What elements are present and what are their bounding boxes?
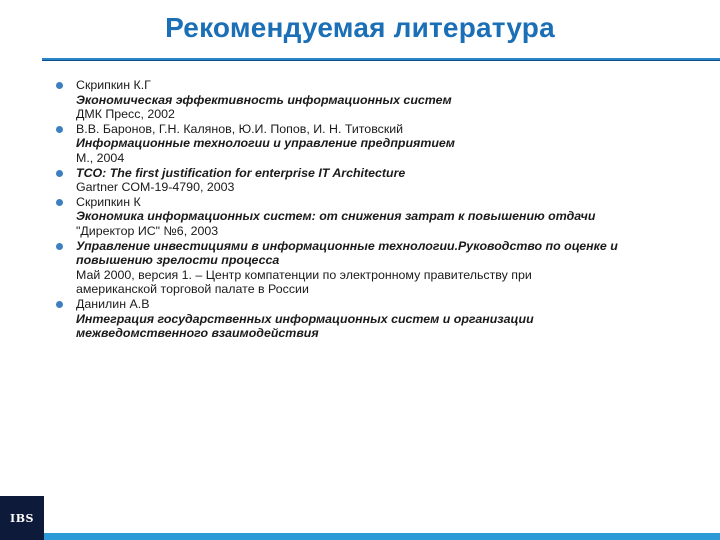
reference-item-6 (54, 297, 694, 341)
reference-publisher: ДМК Пресс, 2002 (76, 107, 175, 122)
reference-publisher: "Директор ИС" №6, 2003 (76, 223, 219, 238)
title-divider-shadow (42, 60, 720, 61)
reference-author: В.В. Баронов, Г.Н. Калянов, Ю.И. Попов, И. Н. Титовский (76, 121, 404, 136)
bullet-icon (56, 243, 63, 250)
reference-item-1 (54, 78, 694, 122)
page-title: Рекомендуемая литература (165, 12, 555, 43)
bullet-icon (56, 126, 63, 133)
bullet-icon (56, 301, 63, 308)
reference-title: Экономика информационных систем: от снижения затрат к повышению отдачи (76, 209, 596, 224)
reference-author: Скрипкин К (76, 194, 141, 209)
reference-item-2 (54, 122, 694, 166)
reference-item-4 (54, 195, 694, 239)
ibs-logo (0, 496, 44, 540)
reference-title: Интеграция государственных информационных систем и организации (76, 311, 534, 326)
reference-publisher: Май 2000, версия 1. – Центр компатенции по электронному правительству при (76, 267, 532, 282)
reference-title: Управление инвестициями в информационные технологии.Руководство по оценке и (76, 238, 618, 253)
reference-title: TCO: The first justification for enterprise IT Architecture (76, 165, 406, 180)
footer-bar (44, 533, 720, 540)
bullet-icon (56, 199, 63, 206)
reference-title-continued: повышению зрелости процесса (76, 253, 280, 268)
reference-item-3 (54, 166, 694, 195)
reference-author: Данилин А.В (76, 296, 150, 311)
reference-author: Скрипкин К.Г (76, 78, 151, 92)
bullet-icon (56, 170, 63, 177)
reference-publisher: М., 2004 (76, 150, 125, 165)
bullet-icon (56, 82, 63, 89)
reference-list (54, 78, 694, 341)
reference-title: Информационные технологии и управление предприятием (76, 136, 455, 151)
logo-text: IBS (10, 511, 34, 525)
reference-publisher-continued: американской торговой палате в России (76, 282, 309, 297)
reference-title: Экономическая эффективность информационных систем (76, 92, 452, 107)
reference-title-continued: межведомственного взаимодействия (76, 326, 319, 341)
reference-publisher: Gartner COM-19-4790, 2003 (76, 180, 235, 195)
reference-item-5 (54, 239, 694, 297)
